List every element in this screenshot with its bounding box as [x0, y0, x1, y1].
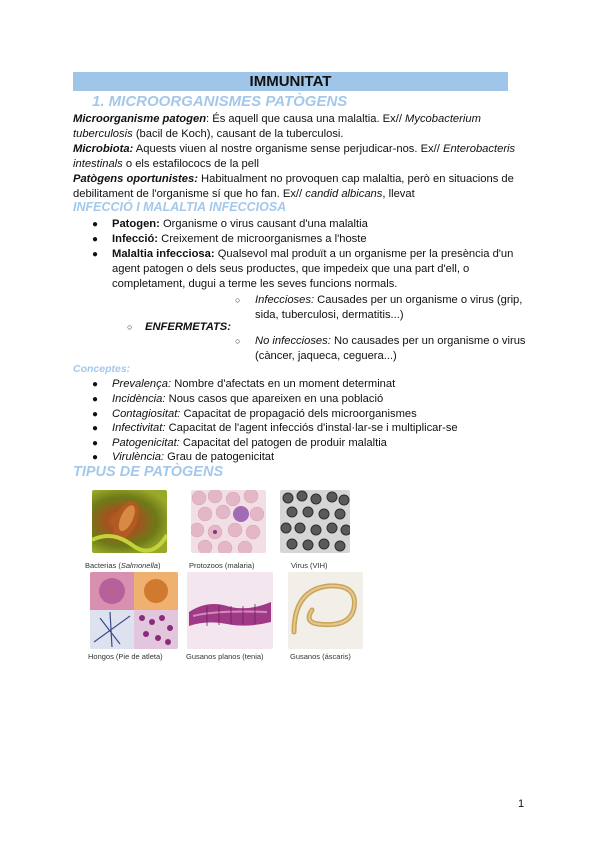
protozoa-image — [191, 490, 266, 553]
term: Infeccioses: — [255, 294, 315, 306]
roundworm-illustration — [288, 572, 363, 649]
fungi-caption: Hongos (Pie de atleta) — [88, 652, 163, 661]
term: Incidència: — [112, 393, 166, 405]
roundworm-caption: Gusanos (áscaris) — [290, 652, 351, 661]
term: Patogen: — [112, 218, 160, 230]
text: (bacil de Koch), causant de la tuberculosi. — [135, 128, 344, 141]
term-opportunistic: Patògens oportunistes: — [73, 173, 198, 185]
term-microbiota: Microbiota: — [73, 143, 134, 155]
paragraph-opportunistic — [73, 172, 533, 202]
bullet-icon: ● — [92, 379, 99, 390]
term: Prevalença: — [112, 378, 172, 390]
term-pathogen: Microorganisme patogen — [73, 113, 207, 125]
caption-text: Bacterias ( — [85, 561, 121, 570]
term: Virulència: — [112, 451, 165, 463]
section-heading-concepts: Conceptes: — [73, 363, 131, 375]
page-number: 1 — [518, 798, 525, 810]
section-heading-microorganisms: 1. MICROORGANISMES PATÒGENS — [92, 93, 348, 110]
caption-species: Salmonella — [120, 561, 158, 570]
text: Capacitat de propagació dels microorganismes — [180, 408, 417, 420]
paragraph-microbiota — [73, 142, 533, 172]
text: Aquests viuen al nostre organisme sense perjudicar-nos. Ex// — [133, 143, 440, 155]
term: Infecció: — [112, 233, 159, 245]
term: No infeccioses: — [255, 335, 331, 347]
text: : És aquell que causa una malaltia. Ex// — [206, 113, 402, 125]
circle-bullet-icon: ○ — [235, 336, 241, 346]
text: Nombre d'afectats en un moment determinat — [171, 378, 396, 390]
bullet-icon: ● — [92, 452, 99, 463]
protozoa-caption: Protozoos (malaria) — [189, 561, 255, 570]
bacteria-caption — [85, 558, 160, 573]
bacteria-image — [92, 490, 167, 553]
flatworm-image — [187, 572, 273, 649]
text: No causades per un organisme o virus (càncer, jaqueca, ceguera...) — [255, 335, 526, 363]
circle-bullet-icon: ○ — [127, 322, 133, 332]
virus-caption: Virus (VIH) — [291, 561, 328, 570]
flatworm-caption: Gusanos planos (tenia) — [186, 652, 264, 661]
text: Qualsevol mal produït a un organisme per la presència d'un agent patogen o dels seus productes, que impedeix que una part d'ell, o completament, dugui a terme les seves funcions normals. — [112, 248, 514, 291]
virus-illustration — [280, 490, 350, 553]
fungi-illustration — [90, 572, 178, 649]
term: Infectivitat: — [112, 422, 166, 434]
text: Capacitat del patogen de produir malaltia — [179, 437, 387, 449]
bullet-icon: ● — [92, 438, 99, 449]
text: Grau de patogenicitat — [164, 451, 275, 463]
species-name: Enterobacteris intestinals — [73, 143, 516, 171]
flatworm-illustration — [187, 572, 273, 649]
circle-bullet-icon: ○ — [235, 295, 241, 305]
bullet-icon: ● — [92, 234, 99, 245]
species-name: Mycobacterium tuberculosis — [73, 113, 481, 141]
text: Organisme o virus causant d'una malaltia — [159, 218, 368, 230]
virus-image — [280, 490, 350, 553]
text: , llevat — [382, 188, 415, 201]
document-title: IMMUNITAT — [73, 72, 508, 91]
text: Creixement de microorganismes a l'hoste — [158, 233, 367, 245]
term: Patogenicitat: — [112, 437, 180, 449]
text: Capacitat de l'agent infecciós d'instal·lar-se i multiplicar-se — [165, 422, 458, 434]
term: Malaltia infecciosa: — [112, 248, 215, 260]
section-heading-pathogen-types: TIPUS DE PATÒGENS — [73, 464, 224, 480]
species-name: candid albicans — [305, 188, 383, 201]
term-enfermetats: ENFERMETATS: — [145, 321, 231, 333]
text: Nous casos que apareixen en una població — [165, 393, 384, 405]
bacteria-illustration — [92, 490, 167, 553]
bullet-icon: ● — [92, 219, 99, 230]
bullet-icon: ● — [92, 423, 99, 434]
section-heading-infection: INFECCIÓ I MALALTIA INFECCIOSA — [73, 200, 287, 214]
bullet-icon: ● — [92, 409, 99, 420]
bullet-icon: ● — [92, 394, 99, 405]
caption-text: ) — [157, 561, 161, 570]
paragraph-pathogen — [73, 112, 533, 142]
term: Contagiositat: — [112, 408, 181, 420]
text: Causades per un organisme o virus (grip, sida, tuberculosi, dermatitis...) — [255, 294, 523, 322]
bullet-icon: ● — [92, 249, 99, 260]
protozoa-illustration — [191, 490, 266, 553]
fungi-image — [90, 572, 178, 649]
text: Habitualment no provoquen cap malaltia, però en situacions de debilitament de l'organisme sí que ho fan. Ex// — [73, 173, 514, 201]
roundworm-image — [288, 572, 363, 649]
text: o els estafilococs de la pell — [122, 158, 259, 171]
